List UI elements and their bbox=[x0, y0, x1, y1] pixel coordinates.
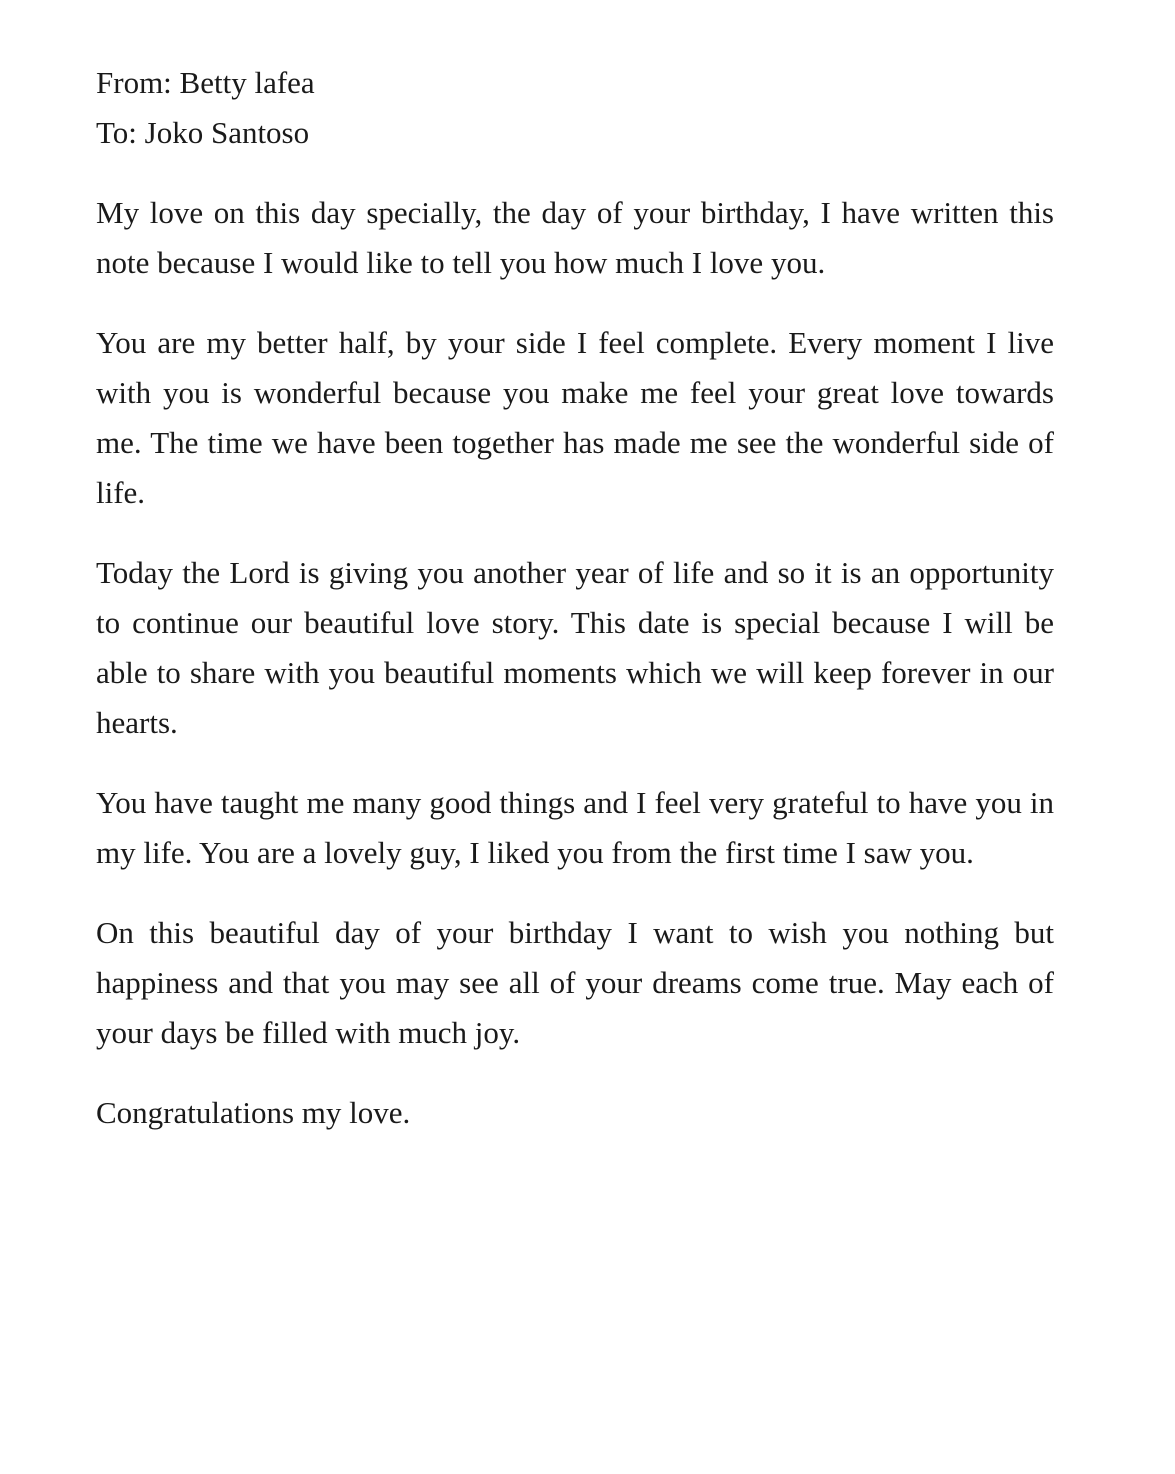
letter-paragraph: You are my better half, by your side I feel complete. Every moment I live with you is wonderful because you make me feel your great love towards me. The time we have been together has made me see the wonderful side of life. bbox=[96, 325, 1054, 510]
letter-header bbox=[96, 58, 1054, 158]
letter-paragraph: My love on this day specially, the day of your birthday, I have written this note because I would like to tell you how much I love you. bbox=[96, 195, 1054, 280]
closing-line: Congratulations my love. bbox=[96, 1095, 411, 1130]
from-line: From: Betty lafea bbox=[96, 65, 315, 100]
letter-paragraph: You have taught me many good things and I feel very grateful to have you in my life. You are a lovely guy, I liked you from the first time I saw you. bbox=[96, 785, 1054, 870]
letter-paragraph: Today the Lord is giving you another year of life and so it is an opportunity to continue our beautiful love story. This date is special because I will be able to share with you beautiful moments which we will keep forever in our hearts. bbox=[96, 555, 1054, 740]
to-line: To: Joko Santoso bbox=[96, 115, 310, 150]
letter-paragraph: On this beautiful day of your birthday I want to wish you nothing but happiness and that you may see all of your dreams come true. May each of your days be filled with much joy. bbox=[96, 915, 1054, 1050]
letter bbox=[96, 58, 1054, 1138]
